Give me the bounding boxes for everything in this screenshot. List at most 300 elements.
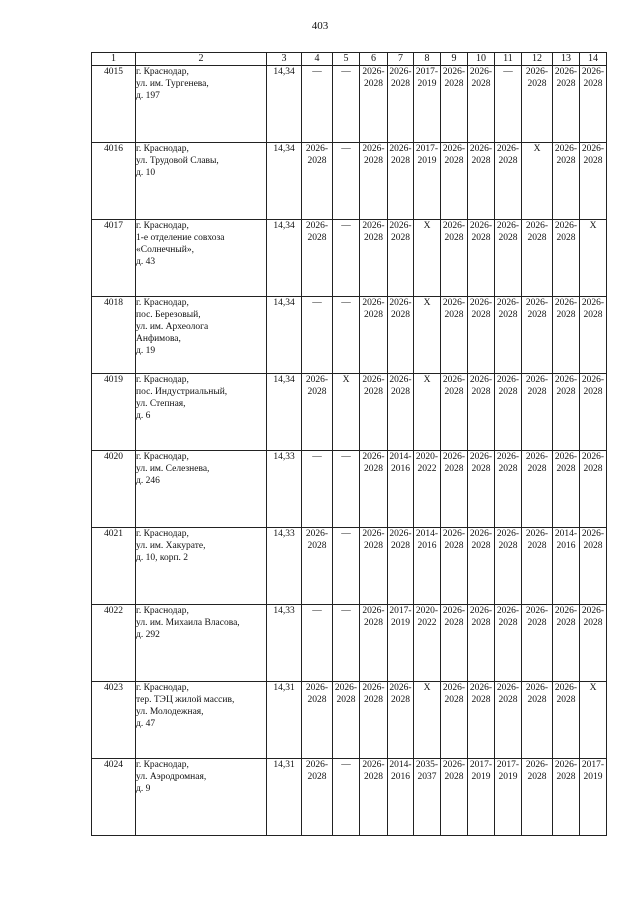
period-end: 2028: [583, 387, 603, 397]
column-header: 14: [580, 53, 607, 66]
period-cell: Х: [580, 682, 607, 759]
period-start: 2014-: [554, 529, 578, 539]
period-end: 2028: [556, 233, 576, 243]
period-cell: Х: [522, 143, 553, 220]
period-cell: [495, 605, 522, 682]
period-start: 2026-: [362, 67, 385, 77]
period-start: 2035-: [415, 760, 439, 770]
address-line: 1-е отделение совхоза: [136, 233, 225, 243]
column-header: 10: [468, 53, 495, 66]
period-start: 2026-: [362, 221, 385, 231]
period-end: 2028: [444, 618, 464, 628]
period-start: 2026-: [389, 221, 412, 231]
address-line: д. 9: [136, 784, 151, 794]
period-cell: [522, 220, 553, 297]
period-end: 2019: [417, 156, 437, 166]
period-end: 2016: [556, 541, 576, 551]
period-cell: Х: [414, 374, 441, 451]
period-end: 2028: [444, 233, 464, 243]
period-end: 2028: [498, 695, 518, 705]
column-header: 1: [92, 53, 136, 66]
period-cell: [302, 143, 333, 220]
period-end: 2028: [471, 464, 491, 474]
address-line: Анфимова,: [136, 334, 181, 344]
column-header: 11: [495, 53, 522, 66]
period-cell: [302, 528, 333, 605]
period-end: 2028: [364, 233, 383, 243]
period-start: 2014-: [389, 452, 412, 462]
period-cell: [495, 220, 522, 297]
period-end: 2028: [556, 464, 576, 474]
address-line: г. Краснодар,: [136, 298, 189, 308]
period-start: 2026-: [525, 375, 549, 385]
period-cell: [495, 143, 522, 220]
row-number: 4024: [92, 759, 136, 836]
period-end: 2028: [471, 79, 491, 89]
period-end: 2028: [471, 541, 491, 551]
period-cell: [468, 220, 495, 297]
period-end: 2028: [498, 464, 518, 474]
period-cell: [388, 682, 414, 759]
period-start: 2026-: [496, 221, 520, 231]
period-cell: —: [333, 605, 360, 682]
period-cell: [522, 451, 553, 528]
period-cell: [360, 605, 388, 682]
period-cell: [468, 143, 495, 220]
period-cell: [580, 66, 607, 143]
period-cell: [580, 605, 607, 682]
period-start: 2017-: [581, 760, 605, 770]
address-line: ул. Молодежная,: [136, 707, 204, 717]
address-line: г. Краснодар,: [136, 760, 189, 770]
period-end: 2028: [391, 387, 410, 397]
period-start: 2026-: [389, 529, 412, 539]
period-cell: [553, 374, 580, 451]
period-end: 2028: [307, 156, 327, 166]
period-cell: —: [302, 66, 333, 143]
period-start: 2017-: [415, 67, 439, 77]
period-cell: [388, 143, 414, 220]
period-start: 2026-: [554, 606, 578, 616]
period-cell: [388, 220, 414, 297]
row-number: 4018: [92, 297, 136, 374]
value-cell: 14,33: [267, 528, 302, 605]
period-cell: Х: [414, 682, 441, 759]
period-end: 2028: [583, 79, 603, 89]
table-row: [92, 66, 607, 143]
period-cell: [553, 528, 580, 605]
period-end: 2028: [444, 772, 464, 782]
period-start: 2026-: [554, 67, 578, 77]
period-start: 2026-: [442, 298, 466, 308]
period-start: 2026-: [362, 760, 385, 770]
period-cell: [580, 143, 607, 220]
period-cell: [553, 451, 580, 528]
period-end: 2028: [307, 541, 327, 551]
period-cell: [522, 605, 553, 682]
period-cell: —: [333, 297, 360, 374]
address-line: г. Краснодар,: [136, 529, 189, 539]
address-line: д. 246: [136, 476, 160, 486]
period-cell: [522, 297, 553, 374]
period-start: 2026-: [305, 221, 329, 231]
table-row: [92, 759, 607, 836]
period-cell: —: [333, 759, 360, 836]
address-line: пос. Березовый,: [136, 310, 201, 320]
schedule-table: [91, 52, 607, 836]
period-cell: [360, 451, 388, 528]
period-start: 2026-: [581, 144, 605, 154]
period-cell: Х: [333, 374, 360, 451]
row-number: 4021: [92, 528, 136, 605]
period-cell: [360, 143, 388, 220]
period-cell: [468, 605, 495, 682]
period-cell: —: [333, 66, 360, 143]
value-cell: 14,31: [267, 682, 302, 759]
address-cell: [136, 66, 267, 143]
period-end: 2028: [498, 541, 518, 551]
period-start: 2026-: [581, 67, 605, 77]
column-header: 4: [302, 53, 333, 66]
address-line: г. Краснодар,: [136, 67, 189, 77]
period-end: 2028: [444, 79, 464, 89]
period-end: 2028: [498, 387, 518, 397]
period-cell: [360, 66, 388, 143]
period-end: 2028: [471, 310, 491, 320]
table-row: [92, 528, 607, 605]
column-header: 8: [414, 53, 441, 66]
period-end: 2028: [391, 233, 410, 243]
period-cell: Х: [414, 220, 441, 297]
period-cell: [388, 66, 414, 143]
period-cell: [360, 528, 388, 605]
period-cell: Х: [414, 297, 441, 374]
period-start: 2026-: [581, 606, 605, 616]
address-line: д. 10: [136, 168, 156, 178]
address-line: д. 197: [136, 91, 160, 101]
period-cell: [441, 374, 468, 451]
period-start: 2026-: [442, 606, 466, 616]
row-number: 4019: [92, 374, 136, 451]
period-cell: [333, 682, 360, 759]
period-end: 2028: [498, 233, 518, 243]
period-start: 2026-: [442, 683, 466, 693]
page-number: 403: [311, 20, 329, 32]
period-end: 2028: [498, 618, 518, 628]
period-start: 2026-: [362, 144, 385, 154]
period-start: 2026-: [469, 606, 493, 616]
period-end: 2028: [527, 310, 547, 320]
period-cell: [495, 759, 522, 836]
period-cell: [414, 605, 441, 682]
row-number: 4023: [92, 682, 136, 759]
period-end: 2028: [527, 79, 547, 89]
address-line: ул. им. Хакурате,: [136, 541, 206, 551]
period-cell: [414, 759, 441, 836]
period-start: 2017-: [469, 760, 493, 770]
period-end: 2028: [307, 387, 327, 397]
period-end: 2028: [364, 387, 383, 397]
period-start: 2026-: [469, 375, 493, 385]
row-number: 4022: [92, 605, 136, 682]
period-start: 2026-: [442, 144, 466, 154]
period-cell: [388, 297, 414, 374]
period-end: 2028: [444, 310, 464, 320]
period-end: 2028: [556, 156, 576, 166]
period-start: 2026-: [469, 452, 493, 462]
period-cell: —: [333, 451, 360, 528]
period-end: 2037: [417, 772, 437, 782]
address-line: д. 43: [136, 257, 156, 267]
period-end: 2028: [471, 387, 491, 397]
address-line: г. Краснодар,: [136, 683, 189, 693]
period-cell: [441, 143, 468, 220]
column-header: 13: [553, 53, 580, 66]
period-end: 2016: [391, 464, 410, 474]
period-cell: [553, 220, 580, 297]
period-end: 2028: [444, 695, 464, 705]
period-start: 2020-: [415, 452, 439, 462]
period-start: 2026-: [554, 375, 578, 385]
period-start: 2026-: [496, 375, 520, 385]
period-cell: [360, 220, 388, 297]
period-end: 2028: [527, 618, 547, 628]
period-cell: —: [495, 66, 522, 143]
period-cell: [441, 451, 468, 528]
period-start: 2026-: [496, 606, 520, 616]
period-end: 2028: [471, 695, 491, 705]
address-line: ул. им. Археолога: [136, 322, 209, 332]
period-end: 2028: [527, 772, 547, 782]
period-start: 2026-: [469, 298, 493, 308]
value-cell: 14,34: [267, 220, 302, 297]
period-end: 2028: [336, 695, 356, 705]
address-line: ул. им. Тургенева,: [136, 79, 209, 89]
period-cell: [522, 528, 553, 605]
period-cell: [441, 220, 468, 297]
period-start: 2026-: [554, 683, 578, 693]
period-cell: [468, 682, 495, 759]
address-cell: [136, 220, 267, 297]
period-cell: [441, 66, 468, 143]
address-line: д. 19: [136, 346, 156, 356]
period-cell: [414, 528, 441, 605]
period-start: 2014-: [389, 760, 412, 770]
period-start: 2026-: [469, 683, 493, 693]
period-cell: [388, 451, 414, 528]
period-cell: [302, 220, 333, 297]
column-header: 2: [136, 53, 267, 66]
period-cell: [468, 374, 495, 451]
period-start: 2026-: [581, 298, 605, 308]
address-cell: [136, 297, 267, 374]
period-cell: [360, 297, 388, 374]
period-start: 2026-: [554, 144, 578, 154]
period-end: 2028: [471, 618, 491, 628]
period-end: 2028: [444, 541, 464, 551]
address-cell: [136, 605, 267, 682]
period-cell: [388, 528, 414, 605]
period-cell: [580, 759, 607, 836]
period-start: 2026-: [525, 683, 549, 693]
row-number: 4015: [92, 66, 136, 143]
row-number: 4016: [92, 143, 136, 220]
period-cell: [522, 374, 553, 451]
period-start: 2026-: [305, 760, 329, 770]
period-cell: [441, 605, 468, 682]
period-start: 2026-: [496, 452, 520, 462]
period-start: 2026-: [525, 452, 549, 462]
period-cell: [522, 759, 553, 836]
period-end: 2028: [391, 541, 410, 551]
row-number: 4017: [92, 220, 136, 297]
period-end: 2028: [583, 541, 603, 551]
table-row: [92, 297, 607, 374]
value-cell: 14,34: [267, 374, 302, 451]
period-cell: [553, 605, 580, 682]
period-end: 2028: [391, 79, 410, 89]
period-end: 2028: [307, 233, 327, 243]
column-header: 7: [388, 53, 414, 66]
column-header: 9: [441, 53, 468, 66]
period-end: 2028: [583, 618, 603, 628]
period-cell: [580, 528, 607, 605]
period-end: 2019: [391, 618, 410, 628]
period-cell: [553, 143, 580, 220]
period-end: 2028: [556, 695, 576, 705]
period-start: 2026-: [581, 452, 605, 462]
period-end: 2028: [444, 387, 464, 397]
period-start: 2026-: [525, 606, 549, 616]
address-cell: [136, 374, 267, 451]
period-start: 2026-: [334, 683, 358, 693]
period-end: 2019: [417, 79, 437, 89]
address-line: ул. Степная,: [136, 399, 186, 409]
period-start: 2017-: [415, 144, 439, 154]
period-start: 2026-: [442, 760, 466, 770]
period-start: 2026-: [469, 221, 493, 231]
address-line: «Солнечный»,: [136, 245, 194, 255]
period-cell: [468, 759, 495, 836]
period-cell: [414, 143, 441, 220]
period-end: 2028: [583, 310, 603, 320]
period-start: 2020-: [415, 606, 439, 616]
row-number: 4020: [92, 451, 136, 528]
address-line: д. 6: [136, 411, 151, 421]
address-line: ул. Трудовой Славы,: [136, 156, 219, 166]
period-cell: [414, 451, 441, 528]
period-cell: [495, 528, 522, 605]
address-cell: [136, 528, 267, 605]
period-start: 2026-: [525, 67, 549, 77]
period-cell: [468, 451, 495, 528]
period-cell: [302, 374, 333, 451]
address-line: г. Краснодар,: [136, 606, 189, 616]
header-row: [92, 53, 607, 66]
period-cell: [495, 682, 522, 759]
period-start: 2026-: [525, 529, 549, 539]
address-line: г. Краснодар,: [136, 375, 189, 385]
period-cell: [553, 297, 580, 374]
column-header: 12: [522, 53, 553, 66]
period-end: 2028: [556, 387, 576, 397]
period-cell: [468, 528, 495, 605]
period-end: 2028: [364, 695, 383, 705]
period-end: 2028: [364, 541, 383, 551]
period-start: 2026-: [362, 683, 385, 693]
period-cell: [388, 759, 414, 836]
period-cell: [302, 682, 333, 759]
period-end: 2028: [364, 464, 383, 474]
period-start: 2026-: [305, 529, 329, 539]
period-start: 2026-: [496, 144, 520, 154]
period-start: 2026-: [305, 144, 329, 154]
period-cell: [441, 682, 468, 759]
table-row: [92, 374, 607, 451]
period-end: 2016: [417, 541, 437, 551]
address-cell: [136, 682, 267, 759]
period-end: 2022: [417, 618, 437, 628]
value-cell: 14,34: [267, 143, 302, 220]
period-cell: [302, 759, 333, 836]
address-line: ул. им. Селезнева,: [136, 464, 210, 474]
address-line: г. Краснодар,: [136, 221, 189, 231]
table-row: [92, 220, 607, 297]
address-line: ул. им. Михаила Власова,: [136, 618, 240, 628]
period-end: 2028: [527, 387, 547, 397]
period-start: 2017-: [389, 606, 412, 616]
period-end: 2028: [527, 541, 547, 551]
column-header: 5: [333, 53, 360, 66]
period-start: 2026-: [469, 144, 493, 154]
period-cell: [388, 374, 414, 451]
table-row: [92, 143, 607, 220]
period-end: 2028: [364, 310, 383, 320]
period-cell: [441, 528, 468, 605]
period-start: 2026-: [554, 298, 578, 308]
period-start: 2026-: [442, 452, 466, 462]
period-end: 2022: [417, 464, 437, 474]
period-start: 2026-: [305, 375, 329, 385]
period-cell: —: [333, 528, 360, 605]
address-line: д. 47: [136, 719, 156, 729]
period-end: 2028: [527, 464, 547, 474]
period-start: 2026-: [525, 221, 549, 231]
period-end: 2028: [556, 79, 576, 89]
address-line: ул. Аэродромная,: [136, 772, 207, 782]
period-cell: [360, 759, 388, 836]
period-end: 2028: [527, 695, 547, 705]
period-end: 2028: [498, 156, 518, 166]
period-cell: [580, 451, 607, 528]
period-start: 2026-: [389, 144, 412, 154]
period-start: 2026-: [554, 221, 578, 231]
period-end: 2028: [364, 772, 383, 782]
period-start: 2026-: [362, 606, 385, 616]
period-end: 2028: [583, 156, 603, 166]
period-cell: [553, 682, 580, 759]
period-cell: —: [302, 297, 333, 374]
period-cell: —: [302, 605, 333, 682]
period-end: 2028: [444, 464, 464, 474]
period-start: 2026-: [442, 375, 466, 385]
period-start: 2026-: [525, 298, 549, 308]
period-end: 2028: [391, 695, 410, 705]
address-cell: [136, 759, 267, 836]
period-start: 2026-: [389, 375, 412, 385]
value-cell: 14,33: [267, 605, 302, 682]
period-end: 2028: [364, 618, 383, 628]
